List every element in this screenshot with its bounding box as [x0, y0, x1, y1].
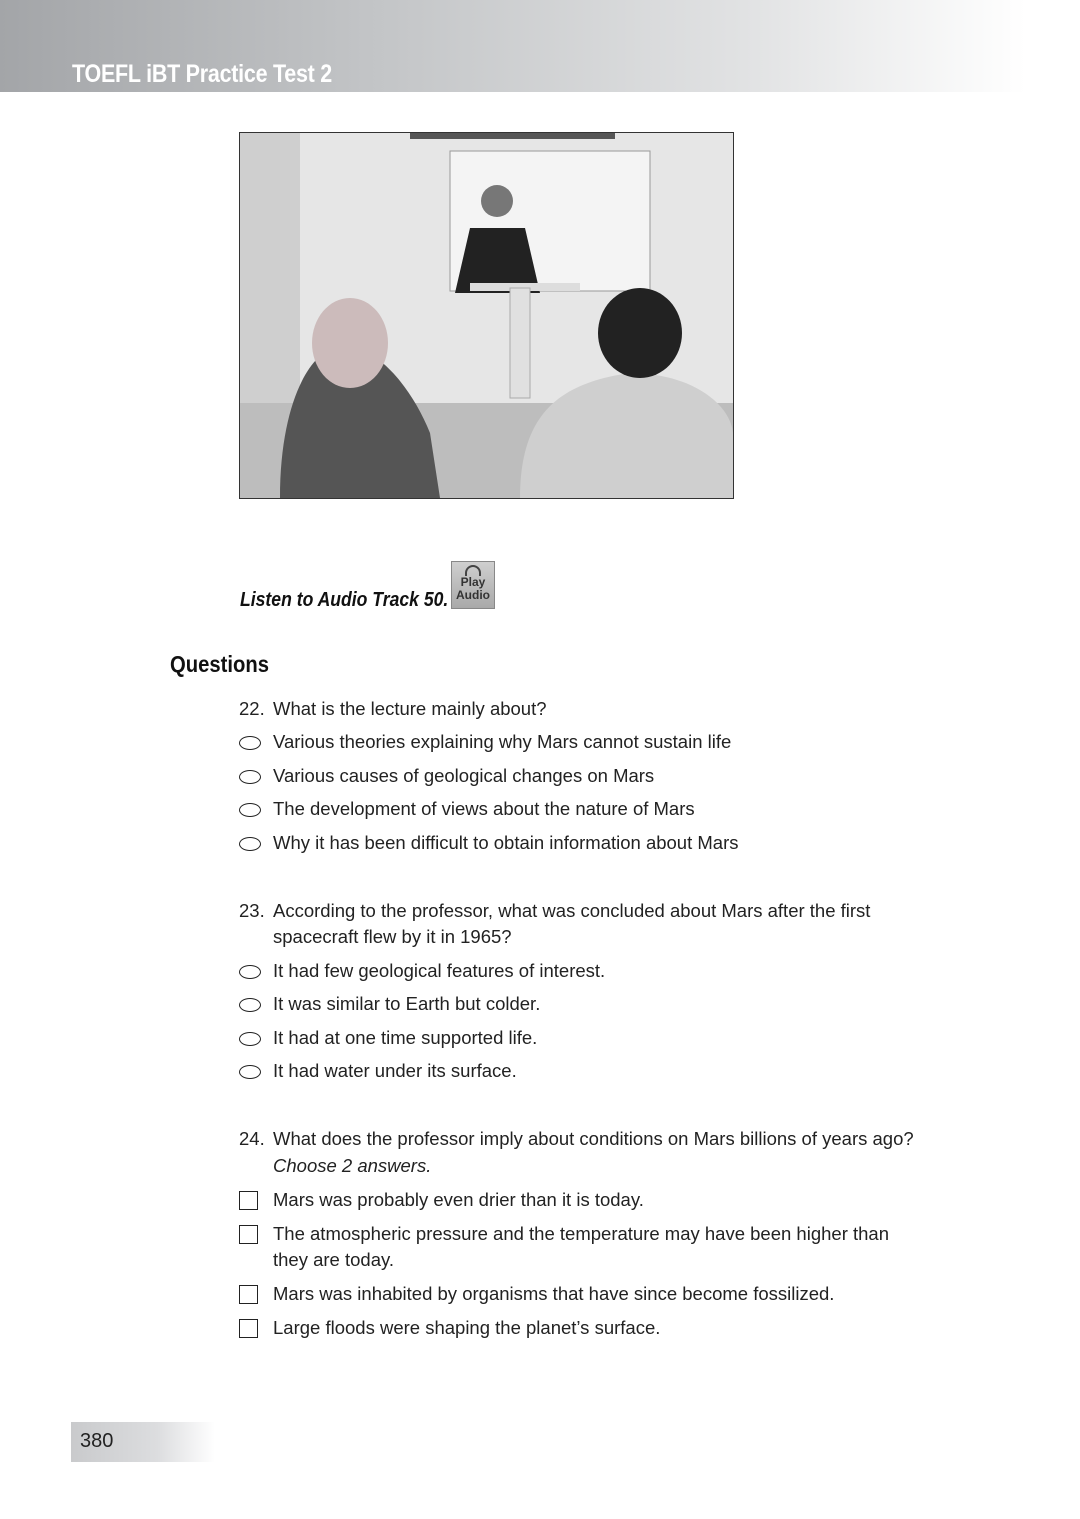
radio-option[interactable] [239, 1032, 261, 1046]
question-number: 23. [239, 900, 265, 921]
question-text: According to the professor, what was concluded about Mars after the first [273, 900, 871, 921]
option-text: Mars was inhabited by organisms that have since become fossilized. [273, 1283, 835, 1304]
listen-instruction: Listen to Audio Track 50. [240, 589, 449, 611]
option-text: Large floods were shaping the planet’s surface. [273, 1317, 661, 1338]
header-bar [0, 0, 1080, 92]
radio-option[interactable] [239, 736, 261, 750]
option-text: It had at one time supported life. [273, 1027, 538, 1048]
radio-option[interactable] [239, 803, 261, 817]
checkbox-option[interactable] [239, 1225, 258, 1244]
question-text: What does the professor imply about conditions on Mars billions of years ago? [273, 1128, 914, 1149]
option-text: The atmospheric pressure and the temperature may have been higher than [273, 1223, 890, 1244]
play-audio-button[interactable] [451, 561, 495, 609]
option-text: Various causes of geological changes on Mars [273, 765, 655, 786]
checkbox-option[interactable] [239, 1285, 258, 1304]
question-number: 24. [239, 1128, 265, 1149]
option-text: Various theories explaining why Mars cannot sustain life [273, 731, 732, 752]
option-text: Mars was probably even drier than it is today. [273, 1189, 644, 1210]
question-text: What is the lecture mainly about? [273, 698, 547, 719]
radio-option[interactable] [239, 770, 261, 784]
question-text: spacecraft flew by it in 1965? [273, 926, 512, 947]
play-label: Play [460, 575, 486, 589]
option-text: It had few geological features of interest. [273, 960, 606, 981]
option-text: they are today. [273, 1249, 395, 1270]
option-text: The development of views about the nature of Mars [273, 798, 695, 819]
checkbox-option[interactable] [239, 1319, 258, 1338]
question-instruction: Choose 2 answers. [273, 1155, 432, 1176]
option-text: It had water under its surface. [273, 1060, 517, 1081]
lecture-photo [239, 132, 734, 499]
radio-option[interactable] [239, 837, 261, 851]
checkbox-option[interactable] [239, 1191, 258, 1210]
audio-label: Audio [456, 588, 490, 602]
radio-option[interactable] [239, 998, 261, 1012]
header-title: TOEFL iBT Practice Test 2 [72, 60, 333, 88]
questions-heading: Questions [170, 651, 269, 677]
question-number: 22. [239, 698, 265, 719]
option-text: Why it has been difficult to obtain information about Mars [273, 832, 739, 853]
page-number: 380 [80, 1430, 114, 1452]
radio-option[interactable] [239, 1065, 261, 1079]
radio-option[interactable] [239, 965, 261, 979]
page-number-tab [71, 1422, 215, 1462]
option-text: It was similar to Earth but colder. [273, 993, 541, 1014]
